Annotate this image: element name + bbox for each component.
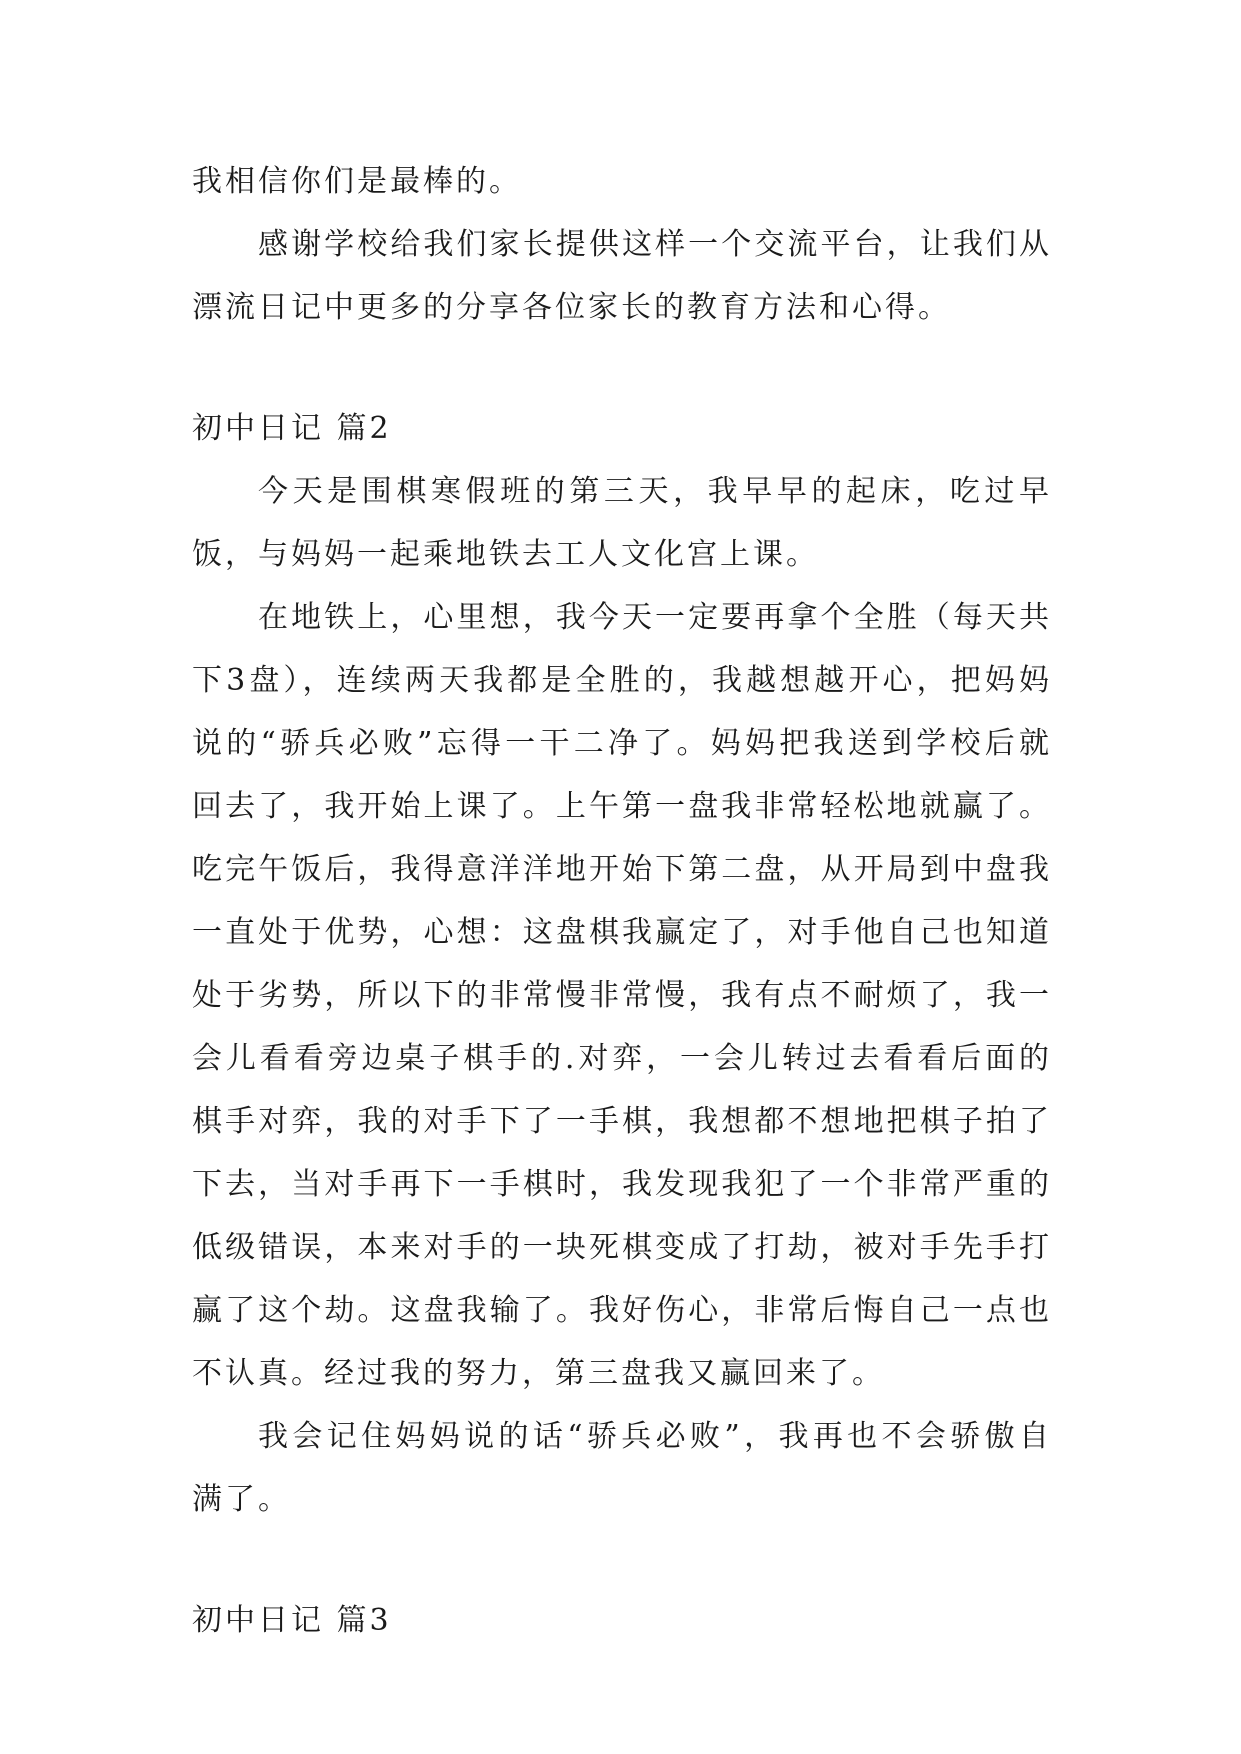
paragraph-thanks: 感谢学校给我们家长提供这样一个交流平台，让我们从漂流日记中更多的分享各位家长的教育方法和心得。 xyxy=(192,227,1052,325)
section-heading-2: 初中日记 篇2 xyxy=(192,411,392,446)
paragraph-conclusion: 我会记住妈妈说的话“骄兵必败”，我再也不会骄傲自满了。 xyxy=(192,1419,1052,1517)
paragraph-story: 在地铁上，心里想，我今天一定要再拿个全胜（每天共下3盘），连续两天我都是全胜的，我越想越开心，把妈妈说的“骄兵必败”忘得一干二净了。妈妈把我送到学校后就回去了，我开始上课了。上午第一盘我非常轻松地就赢了。吃完午饭后，我得意洋洋地开始下第二盘，从开局到中盘我一直处于优势，心想：这盘棋我赢定了，对手他自己也知道处于劣势，所以下的非常慢非常慢，我有点不耐烦了，我一会儿看看旁边桌子棋手的.对弈，一会儿转过去看看后面的棋手对弈，我的对手下了一手棋，我想都不想地把棋子拍了下去，当对手再下一手棋时，我发现我犯了一个非常严重的低级错误，本来对手的一块死棋变成了打劫，被对手先手打赢了这个劫。这盘我输了。我好伤心，非常后悔自己一点也不认真。经过我的努力，第三盘我又赢回来了。 xyxy=(192,600,1052,1391)
paragraph-closing-line: 我相信你们是最棒的。 xyxy=(192,164,522,199)
section-heading-3: 初中日记 篇3 xyxy=(192,1603,392,1638)
document-body xyxy=(192,150,1052,1652)
paragraph-intro: 今天是围棋寒假班的第三天，我早早的起床，吃过早饭，与妈妈一起乘地铁去工人文化宫上课。 xyxy=(192,474,1052,572)
